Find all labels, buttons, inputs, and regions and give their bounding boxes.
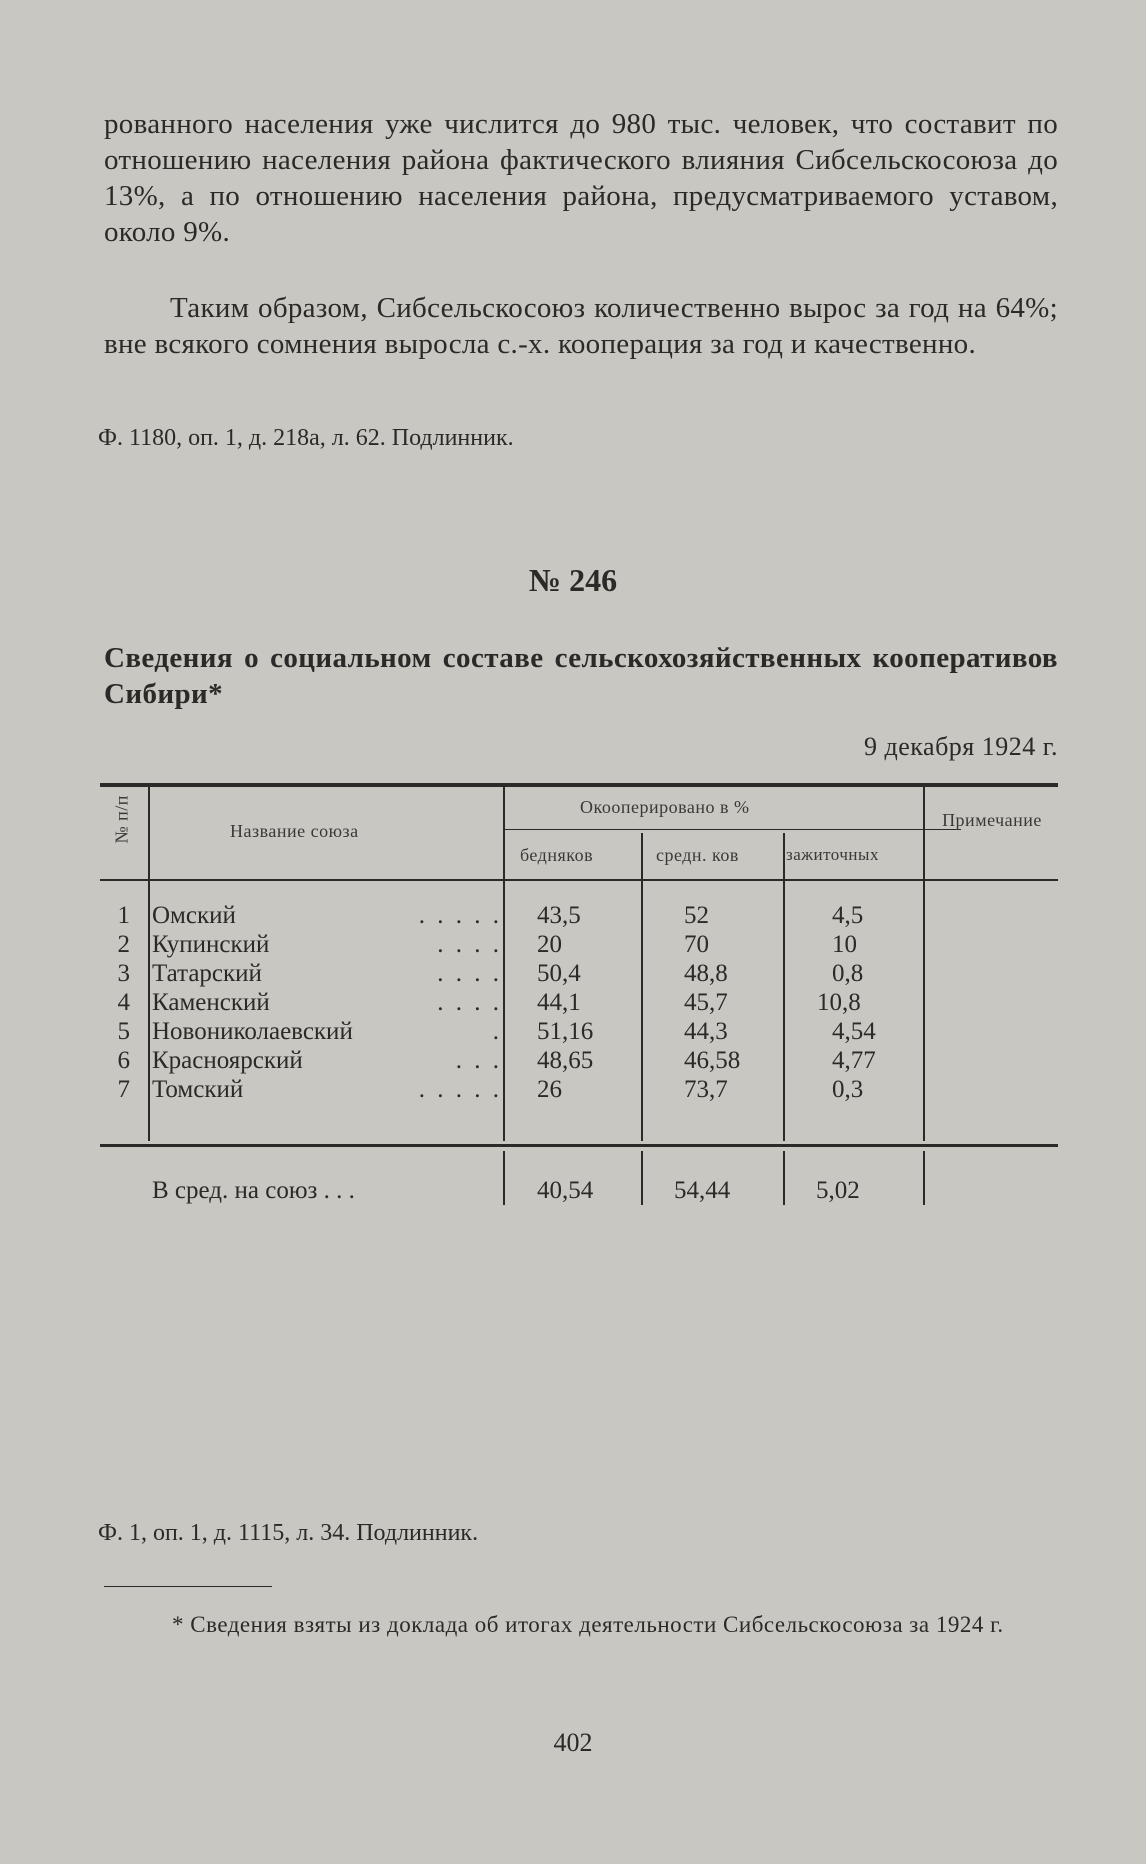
row-union-name: Новониколаевский .	[152, 1018, 502, 1045]
footnote-rule	[104, 1586, 272, 1587]
total-label: В сред. на союз . . .	[152, 1177, 355, 1204]
paragraph-continuation: рованного населения уже числится до 980 тыс. человек, что составит по отношению населения района фактического влияния Сибсельскосоюза до 13%, а по отношению населения района, предусматриваемого уставом, около 9%.	[104, 108, 1058, 248]
col-divider-poor	[503, 787, 505, 1141]
row-number: 2	[117, 931, 130, 958]
col-divider-name	[148, 787, 150, 1141]
header-note: Примечание	[942, 810, 1042, 830]
row-poor: 48,65	[537, 1047, 594, 1074]
table-top-rule	[100, 783, 1058, 787]
header-group: Окооперировано в %	[580, 797, 750, 817]
col-divider-note	[923, 787, 925, 1141]
leader-dots: . . . .	[437, 960, 502, 987]
paragraph-summary: Таким образом, Сибсельскосоюз количественно вырос за год на 64%; вне всякого сомнения выросла с.-х. кооперация за год и качественно.	[104, 292, 1058, 360]
total-divider-4	[923, 1151, 925, 1205]
header-name: Название союза	[230, 821, 359, 841]
row-union-name: Красноярский . . .	[152, 1047, 502, 1074]
row-middle: 48,8	[684, 960, 728, 987]
total-divider-1	[503, 1151, 505, 1205]
total-divider-3	[783, 1151, 785, 1205]
row-middle: 70	[684, 931, 709, 958]
col-divider-rich	[783, 833, 785, 1141]
row-poor: 20	[537, 931, 562, 958]
row-union-name: Каменский . . . .	[152, 989, 502, 1016]
row-poor: 44,1	[537, 989, 581, 1016]
row-rich: 4,54	[832, 1018, 876, 1045]
row-rich: 0,8	[832, 960, 864, 987]
row-rich: 0,3	[832, 1076, 864, 1103]
header-middle: средн. ков	[656, 845, 739, 865]
row-middle: 46,58	[684, 1047, 741, 1074]
document-date: 9 декабря 1924 г.	[864, 732, 1058, 761]
row-middle: 44,3	[684, 1018, 728, 1045]
group-header-rule	[505, 829, 961, 830]
row-rich: 4,5	[832, 902, 864, 929]
row-middle: 73,7	[684, 1076, 728, 1103]
total-middle: 54,44	[674, 1177, 731, 1204]
row-rich: 4,77	[832, 1047, 876, 1074]
row-number: 4	[117, 989, 130, 1016]
header-poor: бедняков	[520, 845, 594, 865]
col-divider-middle	[641, 833, 643, 1141]
leader-dots: . . . . .	[418, 1076, 502, 1103]
row-number: 5	[117, 1018, 130, 1045]
row-poor: 43,5	[537, 902, 581, 929]
leader-dots: . . . .	[437, 989, 502, 1016]
page-number: 402	[553, 1728, 593, 1757]
header-number: № п/п	[111, 795, 132, 844]
footnote: * Сведения взяты из доклада об итогах деятельности Сибсельскосоюза за 1924 г.	[172, 1612, 1004, 1637]
archive-reference-1: Ф. 1180, оп. 1, д. 218а, л. 62. Подлинник.	[98, 425, 514, 451]
document-title: Сведения о социальном составе сельскохозяйственных кооперативов Сибири*	[104, 642, 1058, 710]
row-rich: 10,8	[817, 989, 861, 1016]
total-divider-2	[641, 1151, 643, 1205]
row-rich: 10	[832, 931, 857, 958]
row-union-name: Омский . . . . .	[152, 902, 502, 929]
row-union-name: Томский . . . . .	[152, 1076, 502, 1103]
archive-reference-2: Ф. 1, оп. 1, д. 1115, л. 34. Подлинник.	[98, 1520, 479, 1546]
header-bottom-rule	[100, 879, 1058, 881]
row-poor: 50,4	[537, 960, 581, 987]
row-poor: 26	[537, 1076, 562, 1103]
body-bottom-rule	[100, 1144, 1058, 1147]
total-poor: 40,54	[537, 1177, 594, 1204]
row-middle: 45,7	[684, 989, 728, 1016]
row-poor: 51,16	[537, 1018, 594, 1045]
row-middle: 52	[684, 902, 709, 929]
leader-dots: . . . . .	[418, 902, 502, 929]
leader-dots: .	[492, 1018, 502, 1045]
row-number: 3	[117, 960, 130, 987]
total-rich: 5,02	[816, 1177, 860, 1204]
leader-dots: . . .	[455, 1047, 502, 1074]
document-number: № 246	[528, 562, 618, 598]
row-number: 1	[117, 902, 130, 929]
row-number: 6	[117, 1047, 130, 1074]
cooperatives-table	[100, 783, 1058, 1213]
header-rich: зажиточных	[786, 845, 879, 864]
row-union-name: Татарский . . . .	[152, 960, 502, 987]
row-number: 7	[117, 1076, 130, 1103]
row-union-name: Купинский . . . .	[152, 931, 502, 958]
leader-dots: . . . .	[437, 931, 502, 958]
